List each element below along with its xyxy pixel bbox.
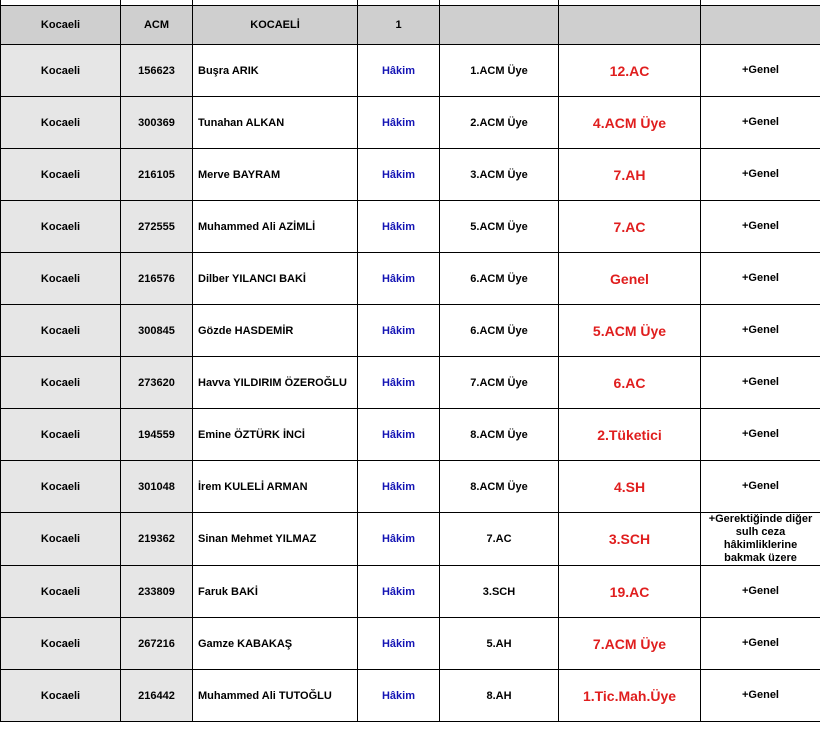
header-unvan: 1 — [358, 6, 440, 45]
cell-sicil: 272555 — [121, 201, 193, 253]
table-row — [1, 149, 820, 201]
cell-note: +Genel — [701, 566, 820, 618]
cell-sicil: 301048 — [121, 461, 193, 513]
cell-il: Kocaeli — [1, 566, 121, 618]
cell-sicil: 156623 — [121, 45, 193, 97]
table-row — [1, 566, 820, 618]
cell-unvan: Hâkim — [358, 461, 440, 513]
cell-name: Tunahan ALKAN — [193, 97, 358, 149]
cell-unvan: Hâkim — [358, 566, 440, 618]
cell-new-assignment: 7.ACM Üye — [559, 618, 701, 670]
cell-name: Merve BAYRAM — [193, 149, 358, 201]
table-row — [1, 201, 820, 253]
cell-name: Muhammed Ali AZİMLİ — [193, 201, 358, 253]
cell-note: +Genel — [701, 97, 820, 149]
table-row — [1, 513, 820, 566]
cell-new-assignment: 3.SCH — [559, 513, 701, 566]
header-current — [440, 6, 559, 45]
cell-unvan: Hâkim — [358, 409, 440, 461]
cell-sicil: 273620 — [121, 357, 193, 409]
cell-il: Kocaeli — [1, 670, 121, 722]
cell-sicil: 300845 — [121, 305, 193, 357]
cell-sicil: 194559 — [121, 409, 193, 461]
cell-name: Muhammed Ali TUTOĞLU — [193, 670, 358, 722]
cell-il: Kocaeli — [1, 149, 121, 201]
cell-note: +Genel — [701, 201, 820, 253]
cell-name: Gözde HASDEMİR — [193, 305, 358, 357]
cell-unvan: Hâkim — [358, 97, 440, 149]
header-new — [559, 6, 701, 45]
cell-new-assignment: Genel — [559, 253, 701, 305]
table-row — [1, 45, 820, 97]
table-row — [1, 670, 820, 722]
cell-current: 6.ACM Üye — [440, 253, 559, 305]
table-row — [1, 461, 820, 513]
cell-unvan: Hâkim — [358, 45, 440, 97]
cell-current: 7.ACM Üye — [440, 357, 559, 409]
cell-current: 3.ACM Üye — [440, 149, 559, 201]
cell-il: Kocaeli — [1, 618, 121, 670]
cell-note: +Genel — [701, 305, 820, 357]
cell-current: 1.ACM Üye — [440, 45, 559, 97]
table-row — [1, 97, 820, 149]
cell-new-assignment: 4.ACM Üye — [559, 97, 701, 149]
cell-il: Kocaeli — [1, 97, 121, 149]
table-row — [1, 618, 820, 670]
cell-il: Kocaeli — [1, 357, 121, 409]
cell-il: Kocaeli — [1, 409, 121, 461]
cell-sicil: 216105 — [121, 149, 193, 201]
cell-note: +Genel — [701, 618, 820, 670]
cell-note: +Genel — [701, 357, 820, 409]
header-note — [701, 6, 820, 45]
table-row — [1, 409, 820, 461]
cell-il: Kocaeli — [1, 253, 121, 305]
cell-unvan: Hâkim — [358, 513, 440, 566]
cell-current: 8.ACM Üye — [440, 409, 559, 461]
header-sicil: ACM — [121, 6, 193, 45]
cell-new-assignment: 7.AH — [559, 149, 701, 201]
header-name: KOCAELİ — [193, 6, 358, 45]
cell-unvan: Hâkim — [358, 253, 440, 305]
cell-unvan: Hâkim — [358, 149, 440, 201]
cell-new-assignment: 5.ACM Üye — [559, 305, 701, 357]
cell-unvan: Hâkim — [358, 201, 440, 253]
cell-name: Dilber YILANCI BAKİ — [193, 253, 358, 305]
cell-current: 8.AH — [440, 670, 559, 722]
cell-il: Kocaeli — [1, 513, 121, 566]
cell-il: Kocaeli — [1, 201, 121, 253]
cell-current: 2.ACM Üye — [440, 97, 559, 149]
cell-name: Buşra ARIK — [193, 45, 358, 97]
cell-sicil: 216442 — [121, 670, 193, 722]
cell-note: +Genel — [701, 409, 820, 461]
cell-note: +Genel — [701, 670, 820, 722]
cell-unvan: Hâkim — [358, 618, 440, 670]
cell-name: Gamze KABAKAŞ — [193, 618, 358, 670]
cell-note: +Genel — [701, 253, 820, 305]
cell-current: 6.ACM Üye — [440, 305, 559, 357]
header-il: Kocaeli — [1, 6, 121, 45]
cell-current: 8.ACM Üye — [440, 461, 559, 513]
cell-name: Sinan Mehmet YILMAZ — [193, 513, 358, 566]
cell-name: Emine ÖZTÜRK İNCİ — [193, 409, 358, 461]
cell-note: +Genel — [701, 45, 820, 97]
cell-current: 5.ACM Üye — [440, 201, 559, 253]
cell-new-assignment: 7.AC — [559, 201, 701, 253]
cell-sicil: 300369 — [121, 97, 193, 149]
cell-sicil: 216576 — [121, 253, 193, 305]
table-row — [1, 253, 820, 305]
cell-note: +Genel — [701, 149, 820, 201]
cell-il: Kocaeli — [1, 461, 121, 513]
cell-current: 5.AH — [440, 618, 559, 670]
table-row — [1, 357, 820, 409]
cell-il: Kocaeli — [1, 305, 121, 357]
cell-sicil: 219362 — [121, 513, 193, 566]
cell-new-assignment: 1.Tic.Mah.Üye — [559, 670, 701, 722]
cell-new-assignment: 2.Tüketici — [559, 409, 701, 461]
cell-new-assignment: 4.SH — [559, 461, 701, 513]
cell-unvan: Hâkim — [358, 670, 440, 722]
cell-note: +Gerektiğinde diğer sulh ceza hâkimliklerine bakmak üzere — [701, 513, 820, 566]
cell-unvan: Hâkim — [358, 357, 440, 409]
cell-new-assignment: 6.AC — [559, 357, 701, 409]
cell-sicil: 233809 — [121, 566, 193, 618]
cell-sicil: 267216 — [121, 618, 193, 670]
cell-current: 7.AC — [440, 513, 559, 566]
table-row — [1, 305, 820, 357]
cell-name: İrem KULELİ ARMAN — [193, 461, 358, 513]
cell-note: +Genel — [701, 461, 820, 513]
cell-unvan: Hâkim — [358, 305, 440, 357]
cell-current: 3.SCH — [440, 566, 559, 618]
cell-name: Faruk BAKİ — [193, 566, 358, 618]
cell-new-assignment: 12.AC — [559, 45, 701, 97]
cell-new-assignment: 19.AC — [559, 566, 701, 618]
group-header-row — [1, 6, 820, 45]
cell-name: Havva YILDIRIM ÖZEROĞLU — [193, 357, 358, 409]
cell-il: Kocaeli — [1, 45, 121, 97]
